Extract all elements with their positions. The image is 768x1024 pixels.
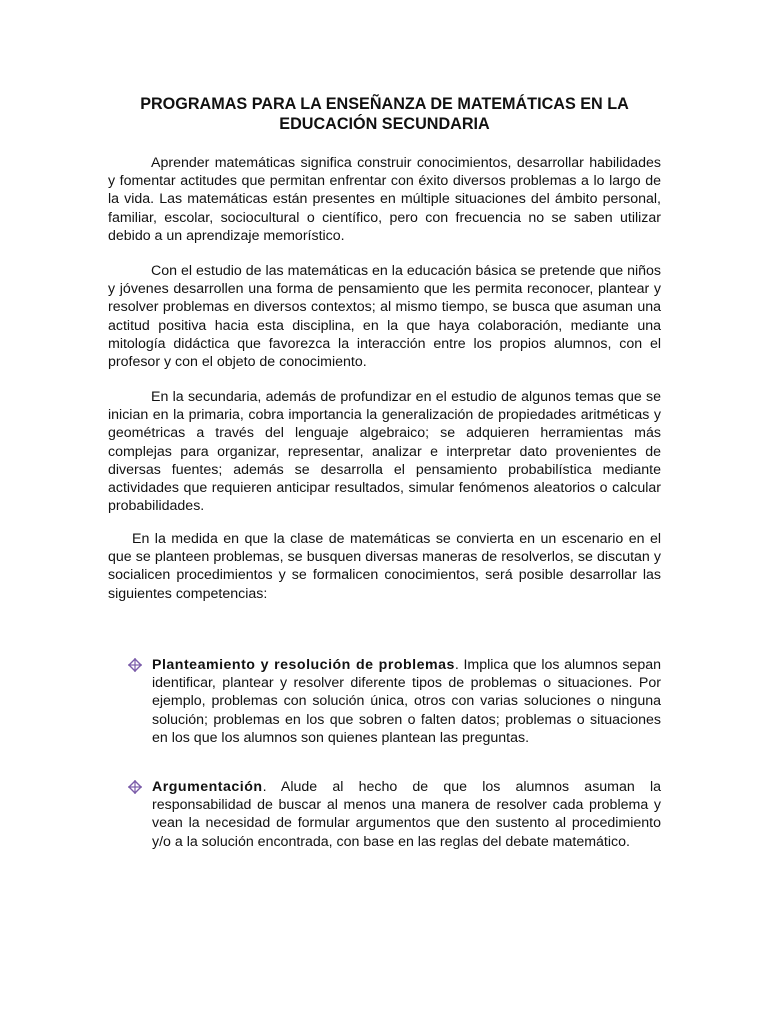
- paragraph-3: En la secundaria, además de profundizar en el estudio de algunos temas que se inician en la primaria, cobra importancia la generalización de propiedades aritméticas y geométricas a través del lenguaje algebraico; se adquieren herramientas más complejas para organizar, representar, analizar e interpretar dato provenientes de diversas fuentes; además se desarrolla el pensamiento probabilística mediante actividades que requieren anticipar resultados, simular fenómenos aleatorios o calcular probabilidades.: [108, 389, 661, 515]
- bullet-item-planteamiento: [128, 656, 661, 747]
- bullet-body-planteamiento: . Implica que los alumnos sepan identificar, plantear y resolver diferente tipos de problemas o situaciones. Por ejemplo, problemas con solución única, otros con varias soluciones o ninguna solución; problemas en los que sobren o falten datos; problemas o situaciones en los que los alumnos son quienes plantean las preguntas.: [152, 657, 661, 746]
- bullet-text-planteamiento: [152, 656, 661, 747]
- bullet-body-argumentacion: . Alude al hecho de que los alumnos asuman la responsabilidad de buscar al menos una manera de resolver cada problema y vean la necesidad de formular argumentos que den sustento al procedimiento y/o a la solución encontrada, con base en las reglas del debate matemático.: [152, 779, 661, 850]
- diamond-crosshair-icon: [128, 658, 142, 672]
- paragraph-2: Con el estudio de las matemáticas en la educación básica se pretende que niños y jóvenes desarrollen una forma de pensamiento que les permita reconocer, plantear y resolver problemas en diversos contextos; al mismo tiempo, se busca que asuman una actitud positiva hacia esta disciplina, en la que haya colaboración, mediante una mitología didáctica que favorezca la interacción entre los propios alumnos, con el profesor y con el objeto de conocimiento.: [108, 263, 661, 371]
- bullet-term-planteamiento: Planteamiento y resolución de problemas: [152, 657, 455, 673]
- document-title: [108, 94, 661, 134]
- title-line-1: PROGRAMAS PARA LA ENSEÑANZA DE MATEMÁTICAS EN LA: [140, 95, 629, 113]
- diamond-crosshair-icon: [128, 780, 142, 794]
- bullet-term-argumentacion: Argumentación: [152, 779, 263, 795]
- bullet-item-argumentacion: [128, 778, 661, 851]
- title-line-2: EDUCACIÓN SECUNDARIA: [279, 115, 490, 133]
- paragraph-4: En la medida en que la clase de matemáticas se convierta en un escenario en el que se planteen problemas, se busquen diversas maneras de resolverlos, se discutan y socialicen procedimientos y se formalicen conocimientos, será posible desarrollar las siguientes competencias:: [108, 531, 661, 602]
- bullet-text-argumentacion: [152, 778, 661, 851]
- paragraph-1: Aprender matemáticas significa construir conocimientos, desarrollar habilidades y fomentar actitudes que permitan enfrentar con éxito diversos problemas a lo largo de la vida. Las matemáticas están presentes en múltiple situaciones del ámbito personal, familiar, escolar, sociocultural o científico, pero con frecuencia no se saben utilizar debido a un aprendizaje memorístico.: [108, 155, 661, 244]
